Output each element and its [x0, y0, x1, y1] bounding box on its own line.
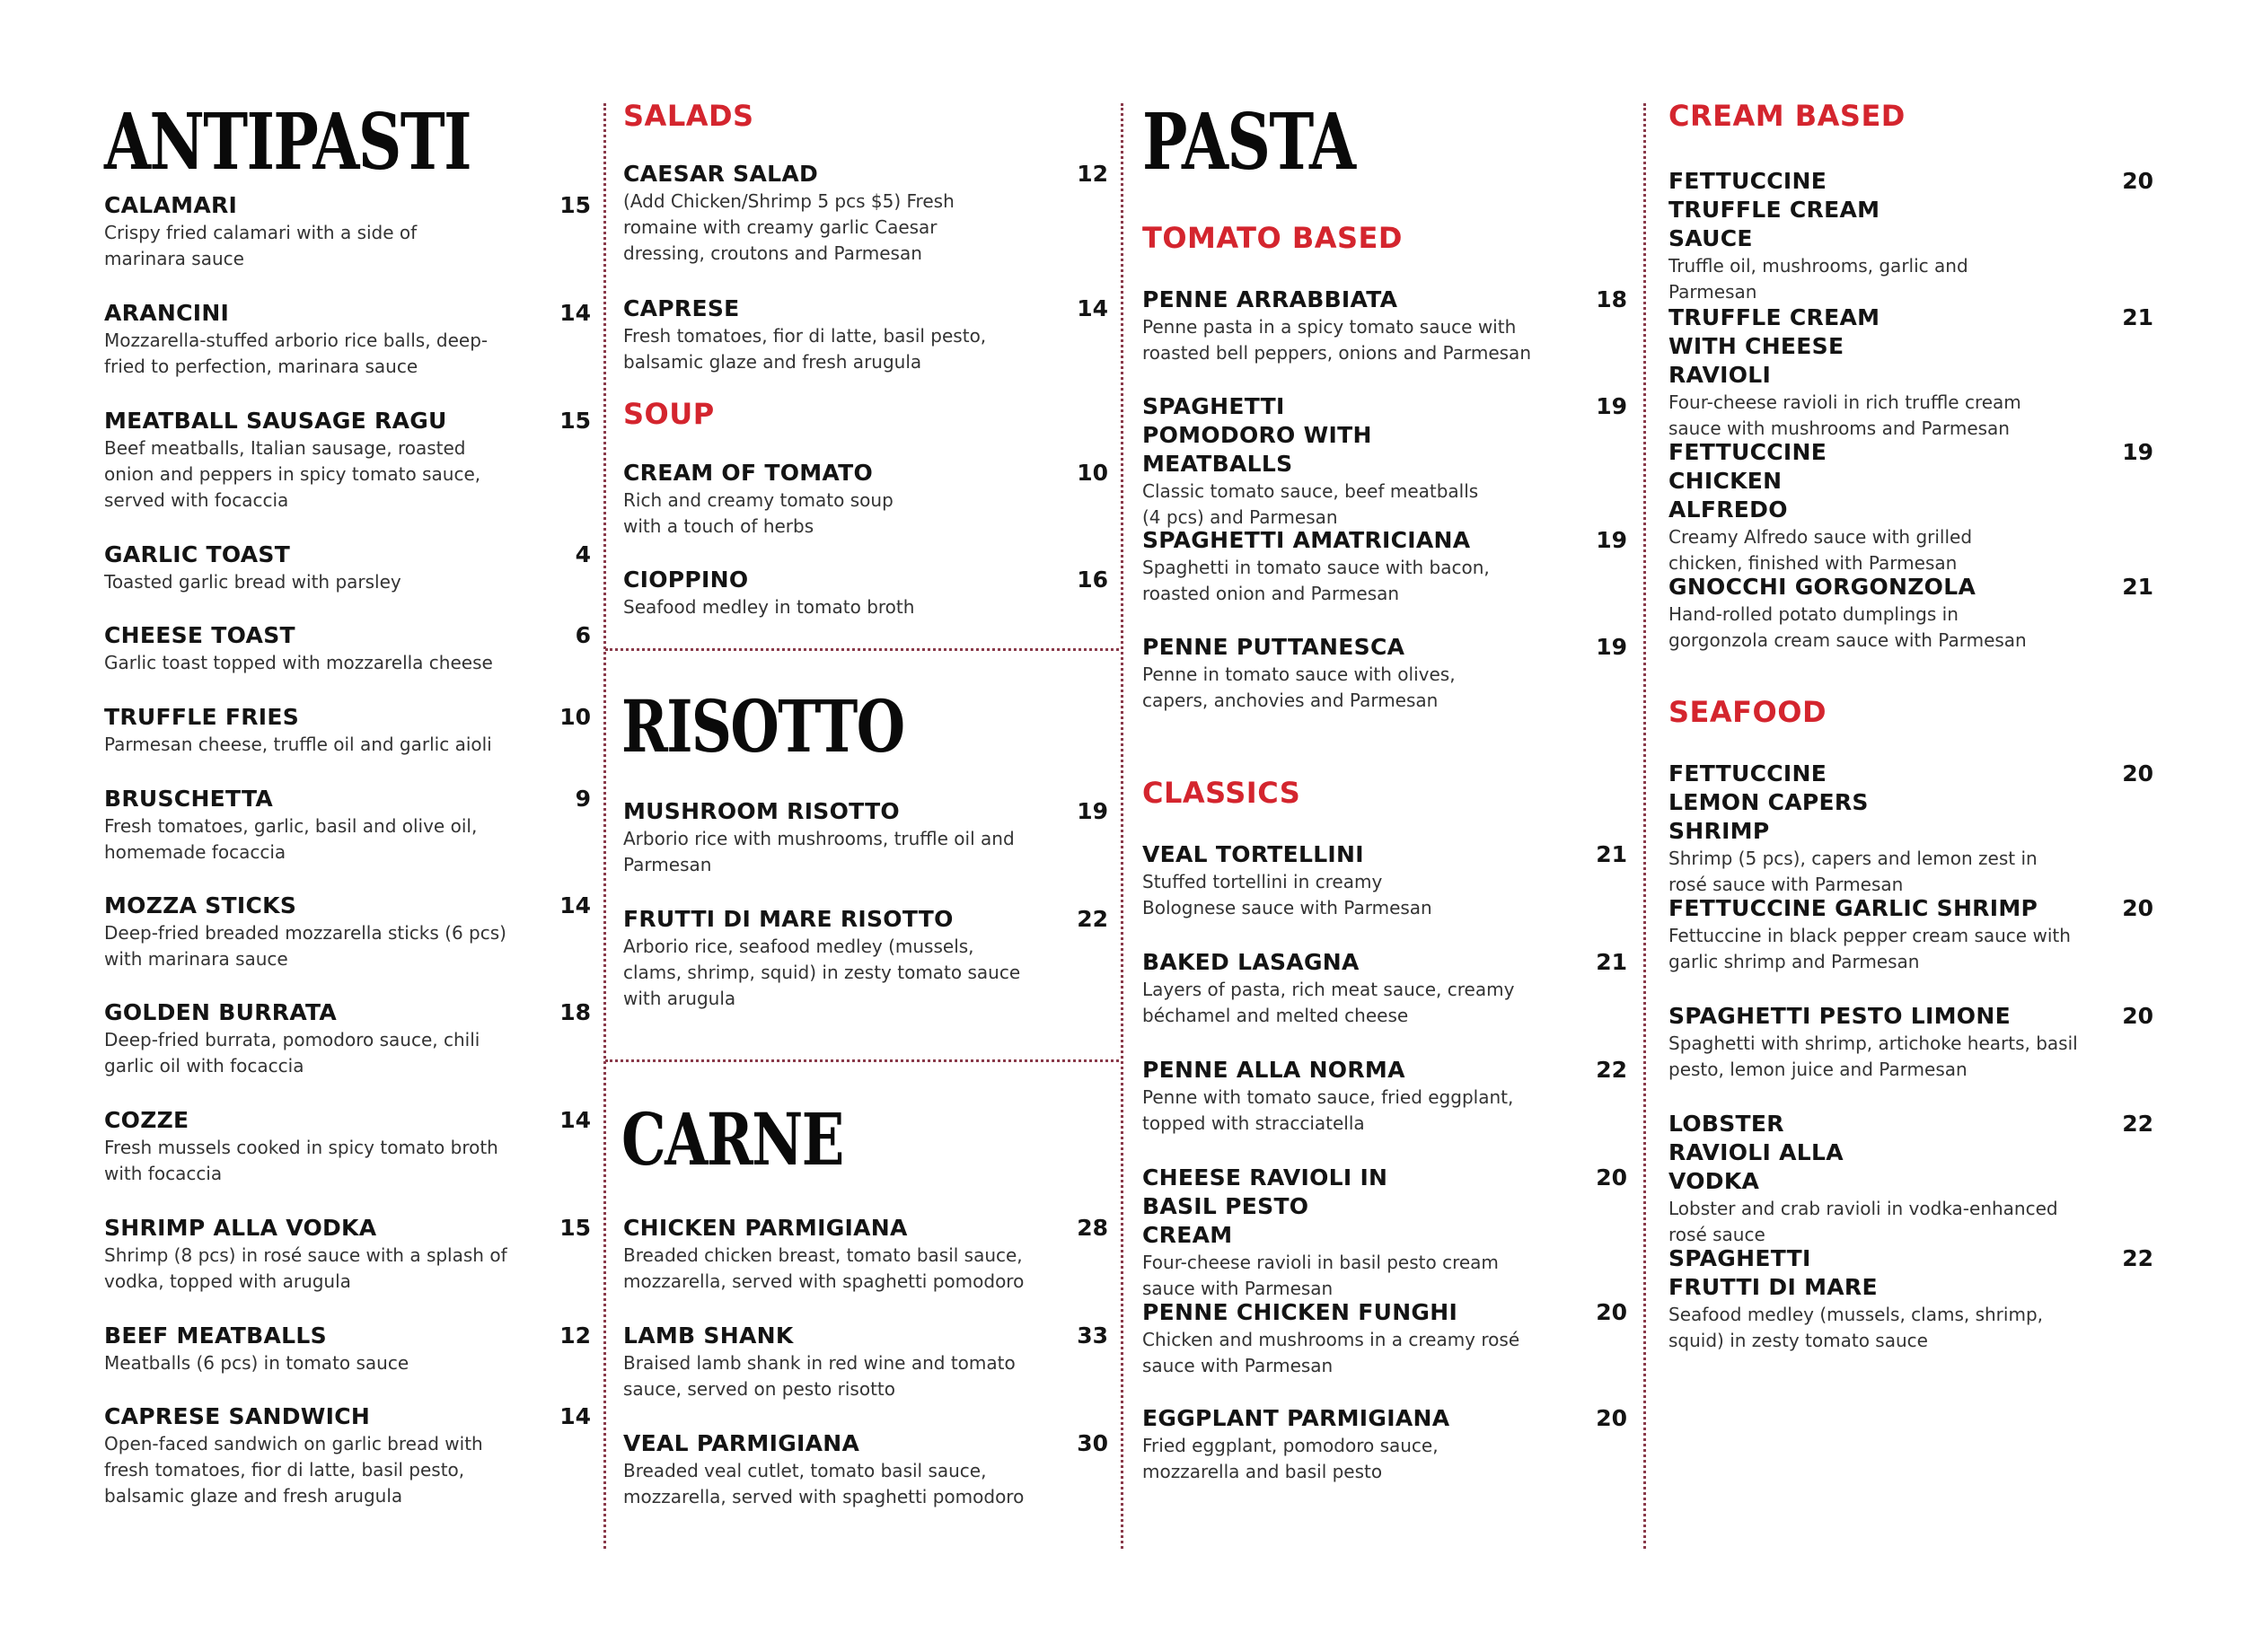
item-name: CALAMARI	[104, 192, 238, 218]
item-name: COZZE	[104, 1107, 189, 1133]
item-name: CHICKEN PARMIGIANA	[623, 1215, 908, 1241]
item-price: 19	[1596, 393, 1627, 419]
item-name: CAESAR SALAD	[623, 161, 819, 187]
item-description: Fettuccine in black pepper cream sauce with garlic shrimp and Parmesan	[1668, 925, 2071, 972]
item-price: 4	[575, 541, 591, 567]
item-description: Open-faced sandwich on garlic bread with fresh tomatoes, fior di latte, basil pesto, balsamic glaze and fresh arugula	[104, 1433, 483, 1507]
menu-item	[104, 892, 591, 972]
item-price: 28	[1077, 1215, 1108, 1241]
item-price: 16	[1077, 567, 1108, 593]
antipasti-heading: ANTIPASTI	[104, 97, 471, 188]
item-name: SHRIMP ALLA VODKA	[104, 1215, 377, 1241]
classics-heading: CLASSICS	[1142, 776, 1301, 810]
item-description: Stuffed tortellini in creamy Bolognese sauce with Parmesan	[1142, 871, 1432, 918]
item-price: 14	[559, 300, 591, 326]
item-price: 10	[1077, 460, 1108, 486]
item-price: 6	[575, 622, 591, 648]
item-description: Fresh mussels cooked in spicy tomato broth with focaccia	[104, 1137, 498, 1184]
menu-item	[104, 1402, 591, 1509]
item-price: 19	[1077, 798, 1108, 824]
menu-item	[1142, 526, 1627, 607]
item-name: BEEF MEATBALLS	[104, 1322, 327, 1349]
item-price: 18	[1596, 286, 1627, 312]
item-name: TRUFFLE CREAM WITH CHEESE RAVIOLI	[1668, 304, 1880, 388]
menu-item	[623, 294, 1108, 375]
menu-item	[623, 160, 1108, 267]
item-price: 22	[1077, 906, 1108, 932]
item-name: FRUTTI DI MARE RISOTTO	[623, 906, 954, 932]
menu-item	[623, 566, 1108, 620]
item-description: Rich and creamy tomato soup with a touch of herbs	[623, 489, 894, 537]
item-name: VEAL TORTELLINI	[1142, 841, 1364, 867]
item-name: CHEESE TOAST	[104, 622, 295, 648]
item-name: CAPRESE	[623, 295, 740, 321]
menu-item	[1668, 1110, 2153, 1248]
item-price: 33	[1077, 1322, 1108, 1349]
menu-item	[1668, 760, 2153, 898]
item-price: 21	[2122, 304, 2153, 330]
menu-item	[104, 998, 591, 1079]
menu-item	[1142, 392, 1627, 531]
item-price: 14	[559, 1403, 591, 1429]
item-name: PENNE ARRABBIATA	[1142, 286, 1398, 312]
item-name: BAKED LASAGNA	[1142, 949, 1360, 975]
menu-item	[1668, 303, 2153, 442]
item-price: 14	[1077, 295, 1108, 321]
menu-item	[1668, 573, 2153, 654]
item-name: CIOPPINO	[623, 567, 749, 593]
menu-item	[104, 1106, 591, 1187]
item-description: Spaghetti in tomato sauce with bacon, roasted onion and Parmesan	[1142, 557, 1490, 604]
menu-item	[623, 1214, 1108, 1295]
tomato-based-heading: TOMATO BASED	[1142, 221, 1403, 255]
item-price: 12	[1077, 161, 1108, 187]
item-name: CHEESE RAVIOLI IN BASIL PESTO CREAM	[1142, 1164, 1388, 1248]
item-price: 20	[2122, 1003, 2153, 1029]
item-price: 22	[2122, 1111, 2153, 1137]
section-divider-risotto	[605, 648, 1119, 651]
menu-item	[104, 621, 591, 676]
item-price: 9	[575, 786, 591, 812]
menu-item	[104, 785, 591, 866]
item-name: VEAL PARMIGIANA	[623, 1430, 860, 1456]
item-description: Parmesan cheese, truffle oil and garlic aioli	[104, 734, 492, 755]
item-name: CAPRESE SANDWICH	[104, 1403, 371, 1429]
item-name: CREAM OF TOMATO	[623, 460, 874, 486]
menu-item	[623, 459, 1108, 540]
item-description: Meatballs (6 pcs) in tomato sauce	[104, 1352, 409, 1374]
item-name: BRUSCHETTA	[104, 786, 274, 812]
item-description: (Add Chicken/Shrimp 5 pcs $5) Fresh romaine with creamy garlic Caesar dressing, croutons and Parmesan	[623, 190, 955, 264]
item-price: 15	[559, 408, 591, 434]
menu-item	[104, 1214, 591, 1295]
item-description: Seafood medley (mussels, clams, shrimp, squid) in zesty tomato sauce	[1668, 1304, 2043, 1351]
item-name: PENNE ALLA NORMA	[1142, 1057, 1405, 1083]
item-name: SPAGHETTI POMODORO WITH MEATBALLS	[1142, 393, 1372, 477]
item-name: FETTUCCINE TRUFFLE CREAM SAUCE	[1668, 168, 1880, 251]
item-description: Penne with tomato sauce, fried eggplant, topped with stracciatella	[1142, 1086, 1514, 1134]
risotto-heading: RISOTTO	[621, 684, 904, 769]
item-description: Crispy fried calamari with a side of marinara sauce	[104, 222, 418, 269]
item-description: Shrimp (8 pcs) in rosé sauce with a splash of vodka, topped with arugula	[104, 1244, 507, 1292]
menu-item	[1142, 1056, 1627, 1137]
item-price: 15	[559, 1215, 591, 1241]
item-name: MOZZA STICKS	[104, 892, 297, 918]
item-name: SPAGHETTI PESTO LIMONE	[1668, 1003, 2011, 1029]
item-price: 20	[1596, 1405, 1627, 1431]
item-price: 20	[2122, 168, 2153, 194]
column-divider-1	[603, 103, 606, 1549]
menu-item	[1668, 438, 2153, 576]
item-description: Layers of pasta, rich meat sauce, creamy béchamel and melted cheese	[1142, 979, 1515, 1026]
menu-item	[623, 1322, 1108, 1402]
item-price: 21	[1596, 841, 1627, 867]
menu-item	[104, 407, 591, 514]
item-name: GOLDEN BURRATA	[104, 999, 338, 1025]
item-name: PENNE PUTTANESCA	[1142, 634, 1405, 660]
menu-item	[1142, 948, 1627, 1029]
item-description: Shrimp (5 pcs), capers and lemon zest in rosé sauce with Parmesan	[1668, 848, 2038, 895]
menu-item	[1142, 1164, 1627, 1302]
item-description: Seafood medley in tomato broth	[623, 596, 915, 618]
item-description: Creamy Alfredo sauce with grilled chicken, finished with Parmesan	[1668, 526, 1973, 574]
menu-item	[623, 1429, 1108, 1510]
menu-item	[104, 191, 591, 272]
item-description: Breaded chicken breast, tomato basil sauce, mozzarella, served with spaghetti pomodoro	[623, 1244, 1025, 1292]
item-price: 14	[559, 892, 591, 918]
menu-item	[1668, 167, 2153, 305]
menu-item	[1668, 1244, 2153, 1354]
item-price: 20	[2122, 760, 2153, 786]
item-price: 20	[2122, 895, 2153, 921]
item-description: Lobster and crab ravioli in vodka-enhanced rosé sauce	[1668, 1198, 2058, 1245]
section-divider-carne	[605, 1059, 1119, 1062]
item-name: ARANCINI	[104, 300, 230, 326]
item-price: 22	[1596, 1057, 1627, 1083]
item-description: Truffle oil, mushrooms, garlic and Parmesan	[1668, 255, 1968, 303]
item-price: 19	[2122, 439, 2153, 465]
item-description: Breaded veal cutlet, tomato basil sauce, mozzarella, served with spaghetti pomodoro	[623, 1460, 1025, 1507]
seafood-heading: SEAFOOD	[1668, 695, 1827, 729]
item-price: 18	[559, 999, 591, 1025]
item-price: 20	[1596, 1299, 1627, 1325]
menu-item	[1668, 894, 2153, 975]
item-name: FETTUCCINE GARLIC SHRIMP	[1668, 895, 2038, 921]
item-description: Hand-rolled potato dumplings in gorgonzola cream sauce with Parmesan	[1668, 603, 2027, 651]
item-name: MEATBALL SAUSAGE RAGU	[104, 408, 447, 434]
menu-item	[1668, 1002, 2153, 1083]
item-description: Four-cheese ravioli in basil pesto cream sauce with Parmesan	[1142, 1252, 1499, 1299]
item-name: GNOCCHI GORGONZOLA	[1668, 574, 1976, 600]
item-description: Braised lamb shank in red wine and tomato sauce, served on pesto risotto	[623, 1352, 1016, 1400]
item-description: Fried eggplant, pomodoro sauce, mozzarella and basil pesto	[1142, 1435, 1439, 1482]
column-divider-3	[1643, 103, 1646, 1549]
item-description: Toasted garlic bread with parsley	[104, 571, 401, 593]
soup-heading: SOUP	[623, 397, 715, 431]
menu-item	[104, 299, 591, 380]
item-name: EGGPLANT PARMIGIANA	[1142, 1405, 1450, 1431]
cream-based-heading: CREAM BASED	[1668, 99, 1906, 133]
item-description: Deep-fried burrata, pomodoro sauce, chili garlic oil with focaccia	[104, 1029, 480, 1076]
item-name: SPAGHETTI FRUTTI DI MARE	[1668, 1245, 1878, 1300]
item-description: Fresh tomatoes, fior di latte, basil pesto, balsamic glaze and fresh arugula	[623, 325, 987, 373]
item-description: Spaghetti with shrimp, artichoke hearts, basil pesto, lemon juice and Parmesan	[1668, 1032, 2078, 1080]
item-name: FETTUCCINE LEMON CAPERS SHRIMP	[1668, 760, 1869, 844]
item-description: Fresh tomatoes, garlic, basil and olive oil, homemade focaccia	[104, 815, 478, 863]
item-price: 30	[1077, 1430, 1108, 1456]
item-price: 14	[559, 1107, 591, 1133]
carne-heading: CARNE	[621, 1097, 843, 1182]
item-name: LOBSTER RAVIOLI ALLA VODKA	[1668, 1111, 1844, 1194]
menu-item	[104, 540, 591, 595]
item-price: 10	[559, 704, 591, 730]
pasta-heading: PASTA	[1142, 97, 1355, 188]
item-description: Classic tomato sauce, beef meatballs (4 pcs) and Parmesan	[1142, 480, 1479, 528]
item-name: LAMB SHANK	[623, 1322, 794, 1349]
item-price: 15	[559, 192, 591, 218]
menu-item	[1142, 633, 1627, 714]
item-price: 22	[2122, 1245, 2153, 1271]
item-price: 20	[1596, 1164, 1627, 1191]
item-price: 21	[2122, 574, 2153, 600]
item-description: Arborio rice, seafood medley (mussels, clams, shrimp, squid) in zesty tomato sauce with arugula	[623, 936, 1021, 1009]
item-description: Arborio rice with mushrooms, truffle oil and Parmesan	[623, 828, 1015, 875]
item-description: Mozzarella-stuffed arborio rice balls, deep-fried to perfection, marinara sauce	[104, 330, 489, 377]
item-name: SPAGHETTI AMATRICIANA	[1142, 527, 1471, 553]
menu-item	[1142, 1298, 1627, 1379]
item-description: Penne in tomato sauce with olives, capers, anchovies and Parmesan	[1142, 663, 1456, 711]
item-name: TRUFFLE FRIES	[104, 704, 300, 730]
menu-item	[104, 703, 591, 758]
menu-item	[1142, 1404, 1627, 1485]
item-description: Four-cheese ravioli in rich truffle cream sauce with mushrooms and Parmesan	[1668, 391, 2021, 439]
item-price: 19	[1596, 634, 1627, 660]
menu-item	[623, 905, 1108, 1012]
menu-item	[1142, 840, 1627, 921]
item-name: GARLIC TOAST	[104, 541, 291, 567]
item-description: Deep-fried breaded mozzarella sticks (6 pcs) with marinara sauce	[104, 922, 506, 970]
item-price: 12	[559, 1322, 591, 1349]
item-description: Beef meatballs, Italian sausage, roasted onion and peppers in spicy tomato sauce, served with focaccia	[104, 437, 481, 511]
menu-item	[623, 797, 1108, 878]
item-name: MUSHROOM RISOTTO	[623, 798, 900, 824]
item-description: Garlic toast topped with mozzarella cheese	[104, 652, 493, 673]
column-divider-2	[1121, 103, 1123, 1549]
item-price: 21	[1596, 949, 1627, 975]
item-description: Chicken and mushrooms in a creamy rosé sauce with Parmesan	[1142, 1329, 1520, 1376]
item-price: 19	[1596, 527, 1627, 553]
salads-heading: SALADS	[623, 99, 754, 133]
item-name: FETTUCCINE CHICKEN ALFREDO	[1668, 439, 1827, 523]
item-description: Penne pasta in a spicy tomato sauce with roasted bell peppers, onions and Parmesan	[1142, 316, 1531, 364]
item-name: PENNE CHICKEN FUNGHI	[1142, 1299, 1458, 1325]
menu-item	[104, 1322, 591, 1376]
menu-item	[1142, 286, 1627, 366]
